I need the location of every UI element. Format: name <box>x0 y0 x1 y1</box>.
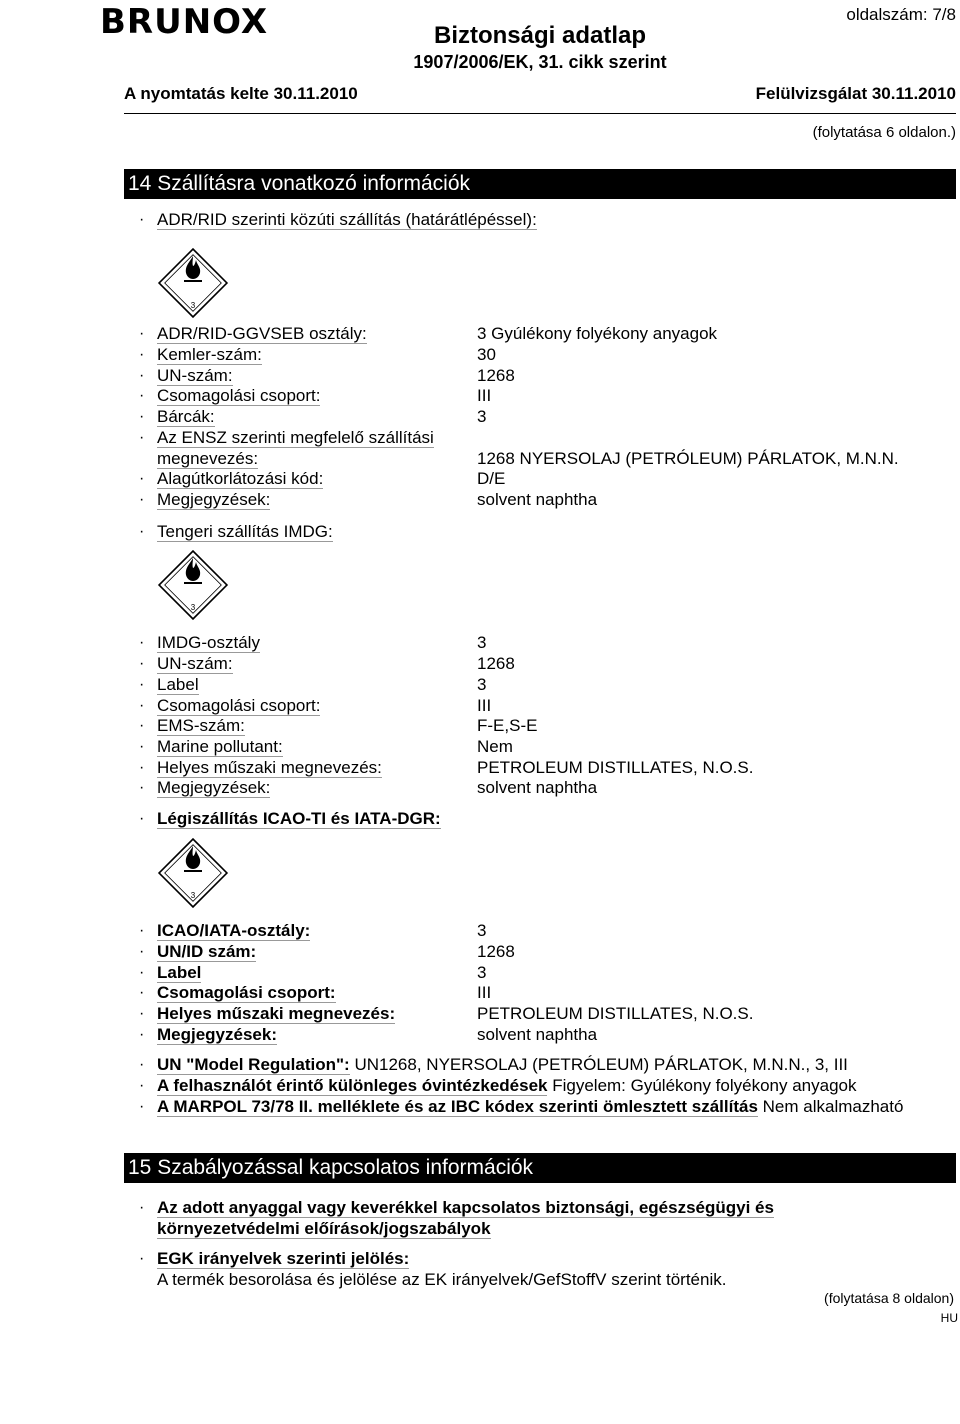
bullet: · <box>139 1199 145 1216</box>
un-number-label: UN-szám: <box>157 366 233 385</box>
language-code: HU <box>940 1311 958 1325</box>
special-precautions-label: A felhasználót érintő különleges óvintézkedések <box>157 1076 548 1095</box>
un-model-regulation-label: UN "Model Regulation": <box>157 1055 350 1074</box>
un-id-number-label: UN/ID szám: <box>157 942 257 961</box>
iata-packing-group-label: Csomagolási csoport: <box>157 983 336 1002</box>
adr-class-label: ADR/RID-GGVSEB osztály: <box>157 324 367 343</box>
imdg-remarks-label: Megjegyzések: <box>157 778 271 797</box>
placard-class-number: 3 <box>190 301 196 310</box>
imdg-shipping-name-label: Helyes műszaki megnevezés: <box>157 758 382 777</box>
bullet: · <box>139 211 145 228</box>
packing-group-value: III <box>477 386 492 405</box>
special-precautions-value: Figyelem: Gyúlékony folyékony anyagok <box>552 1076 857 1095</box>
adr-class-value: 3 Gyúlékony folyékony anyagok <box>477 324 718 343</box>
eec-labelling-text: A termék besorolása és jelölése az EK irányelvek/GefStoffV szerint történik. <box>157 1270 727 1289</box>
ems-number-label: EMS-szám: <box>157 716 245 735</box>
ems-number-value: F-E,S-E <box>477 716 538 735</box>
bullet: · <box>139 810 145 827</box>
marpol-line <box>157 1098 903 1116</box>
imdg-class-label: IMDG-osztály <box>157 633 260 652</box>
un-model-regulation-line <box>157 1056 848 1074</box>
iata-class-value: 3 <box>477 921 487 940</box>
eec-labelling-heading: EGK irányelvek szerinti jelölés: <box>157 1249 410 1268</box>
iata-label-value: 3 <box>477 963 487 982</box>
section-14-title: 14 Szállításra vonatkozó információk <box>124 169 956 199</box>
imdg-remarks-value: solvent naphtha <box>477 778 598 797</box>
iata-class-label: ICAO/IATA-osztály: <box>157 921 311 940</box>
iata-shipping-name-value: PETROLEUM DISTILLATES, N.O.S. <box>477 1004 754 1023</box>
document-subtitle: 1907/2006/EK, 31. cikk szerint <box>413 52 667 72</box>
regulations-heading-line1: Az adott anyaggal vagy keverékkel kapcsolatos biztonsági, egészségügyi és <box>157 1198 774 1217</box>
proper-shipping-name-label-line1: Az ENSZ szerinti megfelelő szállítási <box>157 428 434 447</box>
bullet: · <box>139 1098 145 1115</box>
special-precautions-line <box>157 1077 856 1095</box>
imdg-packing-group-label: Csomagolási csoport: <box>157 696 321 715</box>
review-date: Felülvizsgálat 30.11.2010 <box>755 84 956 103</box>
continued-from-note: (folytatása 6 oldalon.) <box>812 124 956 141</box>
bullet: · <box>139 523 145 540</box>
bullet: · <box>139 1056 145 1073</box>
proper-shipping-name-value: 1268 NYERSOLAJ (PETRÓLEUM) PÁRLATOK, M.N.N. <box>477 449 899 468</box>
tunnel-code-label: Alagútkorlátozási kód: <box>157 469 324 488</box>
imdg-heading: Tengeri szállítás IMDG: <box>157 522 333 541</box>
marpol-label: A MARPOL 73/78 II. melléklete és az IBC kódex szerinti ömlesztett szállítás <box>157 1097 758 1116</box>
imdg-label-value: 3 <box>477 675 487 694</box>
imdg-un-number-label: UN-szám: <box>157 654 233 673</box>
imdg-label-label: Label <box>157 675 199 694</box>
bullet: · <box>139 1077 145 1094</box>
iata-remarks-value: solvent naphtha <box>477 1025 598 1044</box>
adr-heading: ADR/RID szerinti közúti szállítás (határátlépéssel): <box>157 210 537 229</box>
marpol-value: Nem alkalmazható <box>762 1097 904 1116</box>
placard-class-number: 3 <box>190 891 196 900</box>
remarks-value: solvent naphtha <box>477 490 598 509</box>
remarks-label: Megjegyzések: <box>157 490 271 509</box>
header-divider <box>124 113 956 114</box>
flammable-liquid-placard-imdg <box>152 544 234 626</box>
bullet: · <box>139 1250 145 1267</box>
tunnel-code-value: D/E <box>477 469 506 488</box>
page-number: oldalszám: 7/8 <box>846 5 956 24</box>
un-model-regulation-value: UN1268, NYERSOLAJ (PETRÓLEUM) PÁRLATOK, M.N.N., 3, III <box>354 1055 848 1074</box>
iata-heading: Légiszállítás ICAO-TI és IATA-DGR: <box>157 809 441 828</box>
flammable-liquid-placard-iata <box>152 832 234 914</box>
document-title: Biztonsági adatlap <box>433 22 647 49</box>
brunox-logo: BRUNOX <box>100 2 269 42</box>
iata-label-label: Label <box>157 963 202 982</box>
imdg-un-number-value: 1268 <box>477 654 515 673</box>
placard-class-number: 3 <box>190 603 196 612</box>
marine-pollutant-value: Nem <box>477 737 513 756</box>
imdg-shipping-name-value: PETROLEUM DISTILLATES, N.O.S. <box>477 758 754 777</box>
iata-shipping-name-label: Helyes műszaki megnevezés: <box>157 1004 396 1023</box>
iata-packing-group-value: III <box>477 983 492 1002</box>
section-15-title: 15 Szabályozással kapcsolatos információk <box>124 1153 956 1183</box>
iata-remarks-label: Megjegyzések: <box>157 1025 277 1044</box>
imdg-packing-group-value: III <box>477 696 492 715</box>
kemler-label: Kemler-szám: <box>157 345 262 364</box>
imdg-class-value: 3 <box>477 633 487 652</box>
marine-pollutant-label: Marine pollutant: <box>157 737 283 756</box>
proper-shipping-name-label-line2: megnevezés: <box>157 449 259 468</box>
labels-value: 3 <box>477 407 487 426</box>
kemler-value: 30 <box>477 345 496 364</box>
print-date: A nyomtatás kelte 30.11.2010 <box>124 84 358 103</box>
labels-label: Bárcák: <box>157 407 215 426</box>
regulations-heading-line2: környezetvédelmi előírások/jogszabályok <box>157 1219 491 1238</box>
un-number-value: 1268 <box>477 366 515 385</box>
un-id-number-value: 1268 <box>477 942 515 961</box>
packing-group-label: Csomagolási csoport: <box>157 386 321 405</box>
flammable-liquid-placard-adr <box>152 242 234 324</box>
continued-to-note: (folytatása 8 oldalon) <box>824 1290 954 1306</box>
